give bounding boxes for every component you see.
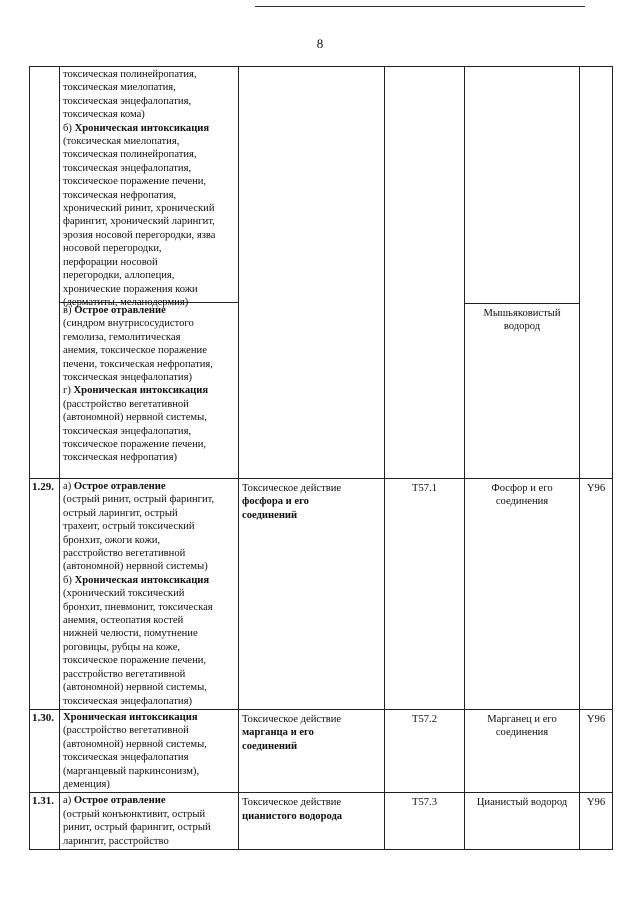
item-prefix: б) (63, 574, 75, 586)
table-row-continuation (30, 67, 613, 479)
text-line: токсическая энцефалопатия (63, 752, 189, 764)
y-code: Y96 (580, 479, 613, 710)
text-line: (автономной) нервной системы) (63, 561, 208, 573)
text-line: (острый ринит, острый фарингит, (63, 494, 215, 506)
text-line: трахеит, острый токсический (63, 521, 195, 533)
table-row-1-30 (30, 709, 613, 792)
text-line: токсическое поражение печени, (63, 655, 207, 667)
icd-code: T57.2 (385, 709, 465, 792)
item-heading: Хроническая интоксикация (63, 711, 198, 723)
item-prefix: а) (63, 481, 74, 492)
text-line: бронхит, пневмонит, токсическая (63, 601, 213, 613)
agent-line: соединения (495, 727, 549, 739)
text-line: роговицы, рубцы на коже, (63, 641, 181, 653)
text-line: (автономной) нервной системы, (63, 738, 207, 750)
text-line: носовой перегородки, (63, 243, 162, 255)
description-text: Токсическое действие (242, 713, 342, 725)
disease-table (29, 66, 613, 850)
agent-cell (465, 793, 580, 850)
text-line: перегородки, аллопеция, (63, 270, 175, 282)
text-line: хронические поражения кожи (63, 283, 198, 295)
text-line: токсическое поражение печени, (63, 176, 207, 188)
text-line: (расстройство вегетативной (63, 398, 189, 410)
text-line: токсическая энцефалопатия) (63, 695, 193, 707)
substance-name: марганца и его (242, 727, 314, 739)
agent-line: соединения (495, 496, 549, 508)
text-line: токсическая полинейропатия, (63, 149, 197, 161)
subheading-acute (63, 794, 235, 807)
text-line: токсическая полинейропатия, (63, 69, 197, 80)
text-line: токсическая энцефалопатия, (63, 95, 192, 107)
description-text: Токсическое действие (242, 483, 342, 494)
item-heading: Хроническая интоксикация (73, 385, 209, 397)
description-cell (239, 793, 385, 850)
text-line: токсическая нефропатия) (63, 452, 178, 464)
text-line: фарингит, хронический ларингит, (63, 216, 215, 228)
substance-name: соединений (242, 740, 298, 752)
text-line: печени, токсическая нефропатия, (63, 358, 213, 370)
text-line: анемия, токсическое поражение (63, 345, 207, 357)
y-code-cell (580, 67, 613, 479)
row-number: 1.31. (30, 793, 60, 850)
subheading-chronic (63, 384, 235, 397)
agent-line: Фосфор и его (491, 483, 553, 494)
text-line: анемия, остеопатия костей (63, 615, 184, 627)
text-line: (расстройство вегетативной (63, 725, 189, 737)
text-line: (марганцевый паркинсонизм), (63, 765, 200, 777)
text-line: токсическая кома) (63, 109, 145, 121)
text-line: токсическая энцефалопатия, (63, 162, 192, 174)
row-number: 1.29. (30, 479, 60, 710)
text-line: острый ларингит, острый (63, 507, 178, 519)
text-line: ринит, острый фарингит, острый (63, 822, 211, 834)
agent-cell (465, 709, 580, 792)
icd-code: T57.1 (385, 479, 465, 710)
table-row-1-29 (30, 479, 613, 710)
item-heading: Хроническая интоксикация (74, 574, 210, 586)
item-heading: Хроническая интоксикация (74, 122, 210, 134)
subheading-chronic (63, 574, 235, 587)
text-line: гемолиза, гемолитическая (63, 331, 181, 343)
description-cell (239, 479, 385, 710)
subheading-chronic (63, 122, 235, 135)
description-cell (239, 709, 385, 792)
text-line: нижней челюсти, помутнение (63, 628, 198, 640)
y-code: Y96 (580, 709, 613, 792)
agent-block (465, 303, 579, 334)
text-line: (хронический токсический (63, 588, 185, 600)
item-prefix: б) (63, 122, 75, 134)
text-line: перфорации носовой (63, 256, 158, 268)
substance-name: цианистого водорода (242, 810, 343, 822)
top-rule (255, 6, 585, 7)
agent-empty-block (465, 67, 579, 303)
text-line: ларингит, расстройство (63, 835, 169, 847)
description-cell (239, 67, 385, 479)
text-line: (дерматиты, меланодермия) (63, 296, 189, 308)
subheading-acute (63, 304, 235, 317)
disease-cell (60, 67, 239, 479)
y-code: Y96 (580, 793, 613, 850)
agent-line: Марганец и его (487, 713, 557, 725)
item-heading: Острое отравление (74, 305, 166, 316)
text-line: расстройство вегетативной (63, 668, 186, 680)
icd-code: T57.3 (385, 793, 465, 850)
substance-name: фосфора и его (242, 496, 309, 508)
text-line: (токсическая миелопатия, (63, 136, 180, 148)
item-prefix: в) (63, 305, 75, 316)
agent-cell (465, 67, 580, 479)
text-line: токсическая нефропатия, (63, 189, 177, 201)
text-line: токсическая энцефалопатия, (63, 425, 192, 437)
table-row-1-31 (30, 793, 613, 850)
disease-cell (60, 793, 239, 850)
text-line: (синдром внутрисосудистого (63, 318, 194, 330)
item-prefix: г) (63, 385, 74, 397)
substance-name: соединений (242, 509, 298, 521)
item-heading: Острое отравление (73, 795, 166, 807)
agent-line: Цианистый водород (476, 797, 568, 809)
item-prefix: а) (63, 795, 74, 807)
subheading-acute (63, 480, 235, 493)
text-line: токсическая миелопатия, (63, 82, 176, 94)
text-line: (автономной) нервной системы, (63, 412, 207, 424)
text-line: деменция) (63, 778, 110, 790)
text-line: токсическая энцефалопатия) (63, 372, 193, 384)
text-line: (автономной) нервной системы, (63, 682, 207, 694)
page-number: 8 (316, 36, 324, 51)
agent-line: Мышьяковистый (483, 308, 561, 319)
text-line: расстройство вегетативной (63, 548, 186, 560)
text-line: бронхит, ожоги кожи, (63, 534, 161, 546)
disease-block-upper (60, 67, 238, 308)
text-line: (острый конъюнктивит, острый (63, 808, 206, 820)
agent-cell (465, 479, 580, 710)
item-heading: Острое отравление (73, 481, 166, 492)
agent-line: водород (503, 321, 541, 333)
row-number: 1.30. (30, 709, 60, 792)
row-number (30, 67, 60, 479)
disease-block-lower (60, 302, 238, 466)
disease-cell (60, 479, 239, 710)
description-text: Токсическое действие (242, 797, 342, 809)
disease-cell (60, 709, 239, 792)
text-line: токсическое поражение печени, (63, 439, 207, 451)
text-line: эрозия носовой перегородки, язва (63, 229, 216, 241)
text-line: хронический ринит, хронический (63, 203, 215, 215)
code-cell (385, 67, 465, 479)
